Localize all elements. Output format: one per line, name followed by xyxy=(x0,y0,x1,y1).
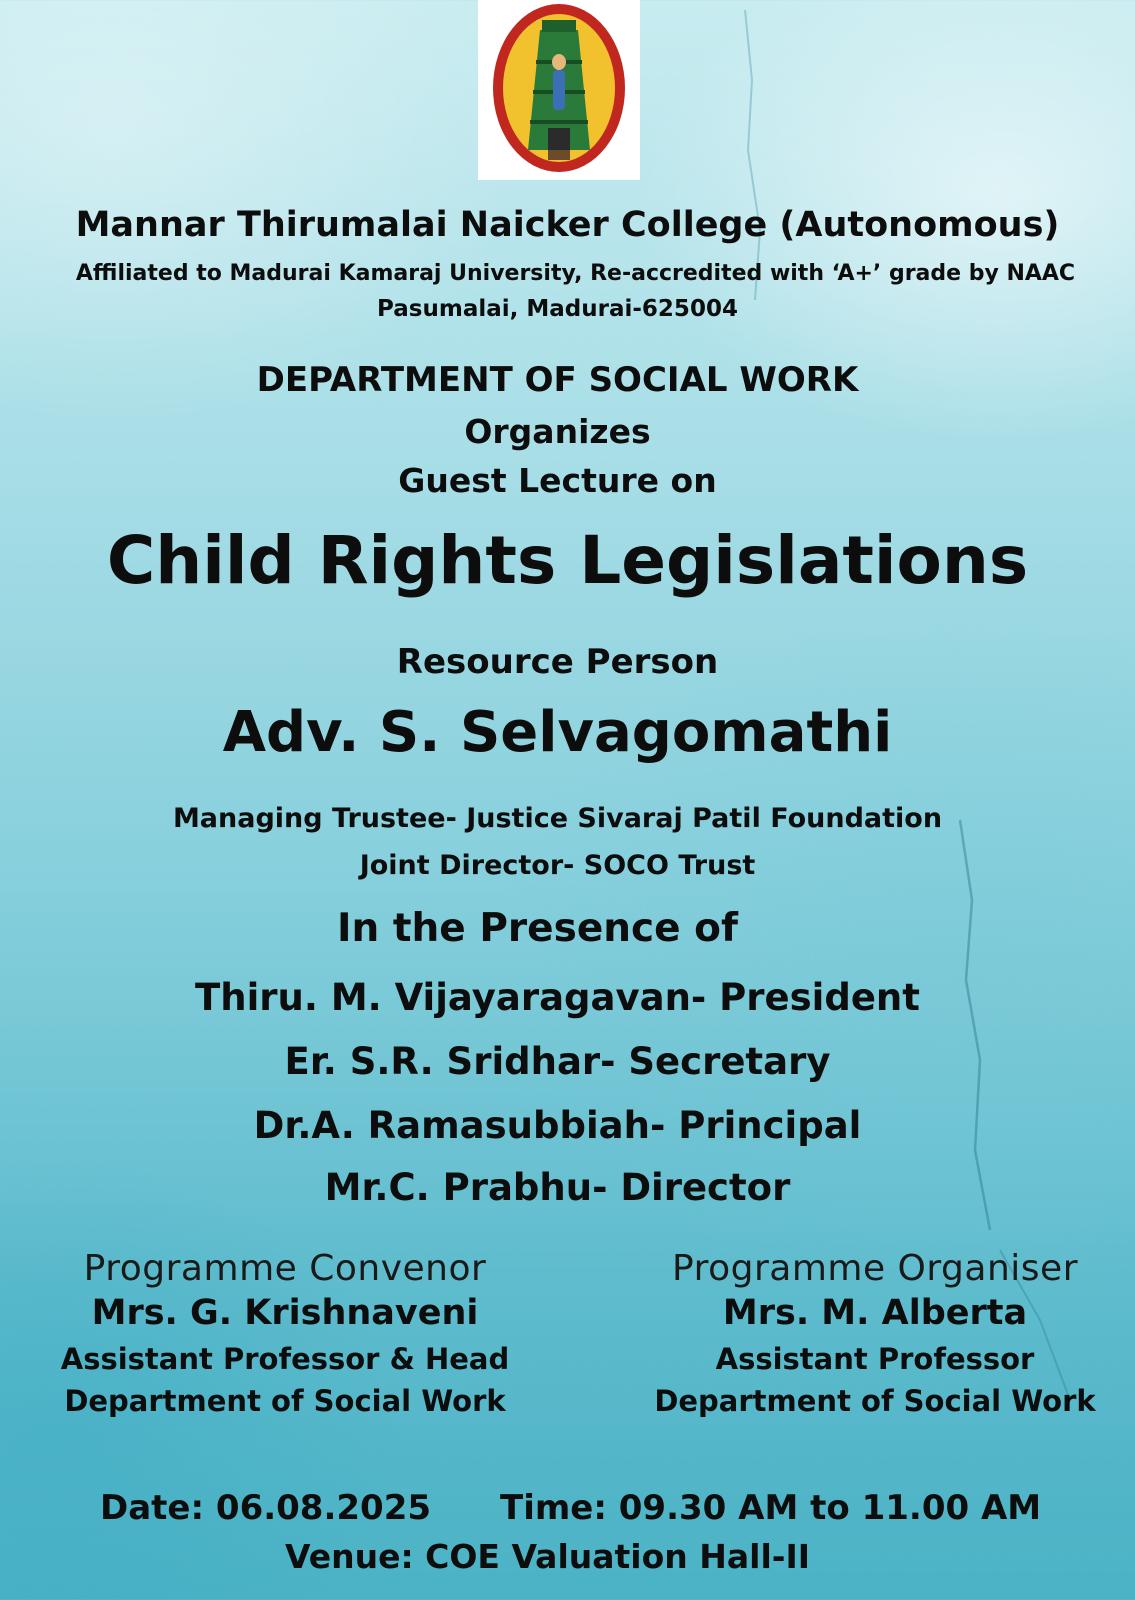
presence-person: Thiru. M. Vijayaragavan- President xyxy=(195,976,920,1019)
lecture-title: Child Rights Legislations xyxy=(106,522,1029,599)
resource-designation-2: Joint Director- SOCO Trust xyxy=(359,850,756,881)
organiser-designation: Assistant Professor xyxy=(715,1342,1035,1376)
event-time: Time: 09.30 AM to 11.00 AM xyxy=(500,1488,1042,1528)
resource-name: Adv. S. Selvagomathi xyxy=(222,700,893,765)
event-venue: Venue: COE Valuation Hall-II xyxy=(284,1537,811,1576)
convenor-name: Mrs. G. Krishnaveni xyxy=(91,1293,479,1333)
resource-heading: Resource Person xyxy=(396,642,719,682)
convenor-department: Department of Social Work xyxy=(64,1384,506,1418)
organiser-department: Department of Social Work xyxy=(654,1384,1096,1418)
convenor-role: Programme Convenor xyxy=(83,1248,487,1289)
resource-designation-1: Managing Trustee- Justice Sivaraj Patil Foundation xyxy=(172,803,943,834)
presence-person: Er. S.R. Sridhar- Secretary xyxy=(284,1040,831,1083)
lecture-type: Guest Lecture on xyxy=(398,461,717,500)
presence-person: Mr.C. Prabhu- Director xyxy=(324,1166,791,1209)
college-affiliation: Affiliated to Madurai Kamaraj University, Re-accredited with ‘A+’ grade by NAAC xyxy=(75,261,1076,286)
department-title: DEPARTMENT OF SOCIAL WORK xyxy=(256,360,859,400)
event-date: Date: 06.08.2025 xyxy=(100,1488,432,1528)
presence-person: Dr.A. Ramasubbiah- Principal xyxy=(253,1104,862,1147)
college-logo xyxy=(478,0,640,180)
organiser-role: Programme Organiser xyxy=(672,1248,1078,1289)
presence-heading: In the Presence of xyxy=(337,906,738,951)
college-address: Pasumalai, Madurai-625004 xyxy=(377,296,738,322)
college-name: Mannar Thirumalai Naicker College (Autonomous) xyxy=(75,205,1060,245)
organiser-block xyxy=(625,1248,1125,1421)
organiser-name: Mrs. M. Alberta xyxy=(722,1293,1028,1333)
convenor-block xyxy=(40,1248,530,1421)
convenor-designation: Assistant Professor & Head xyxy=(60,1342,510,1376)
organizes-text: Organizes xyxy=(464,412,651,451)
emblem-icon xyxy=(478,0,640,180)
